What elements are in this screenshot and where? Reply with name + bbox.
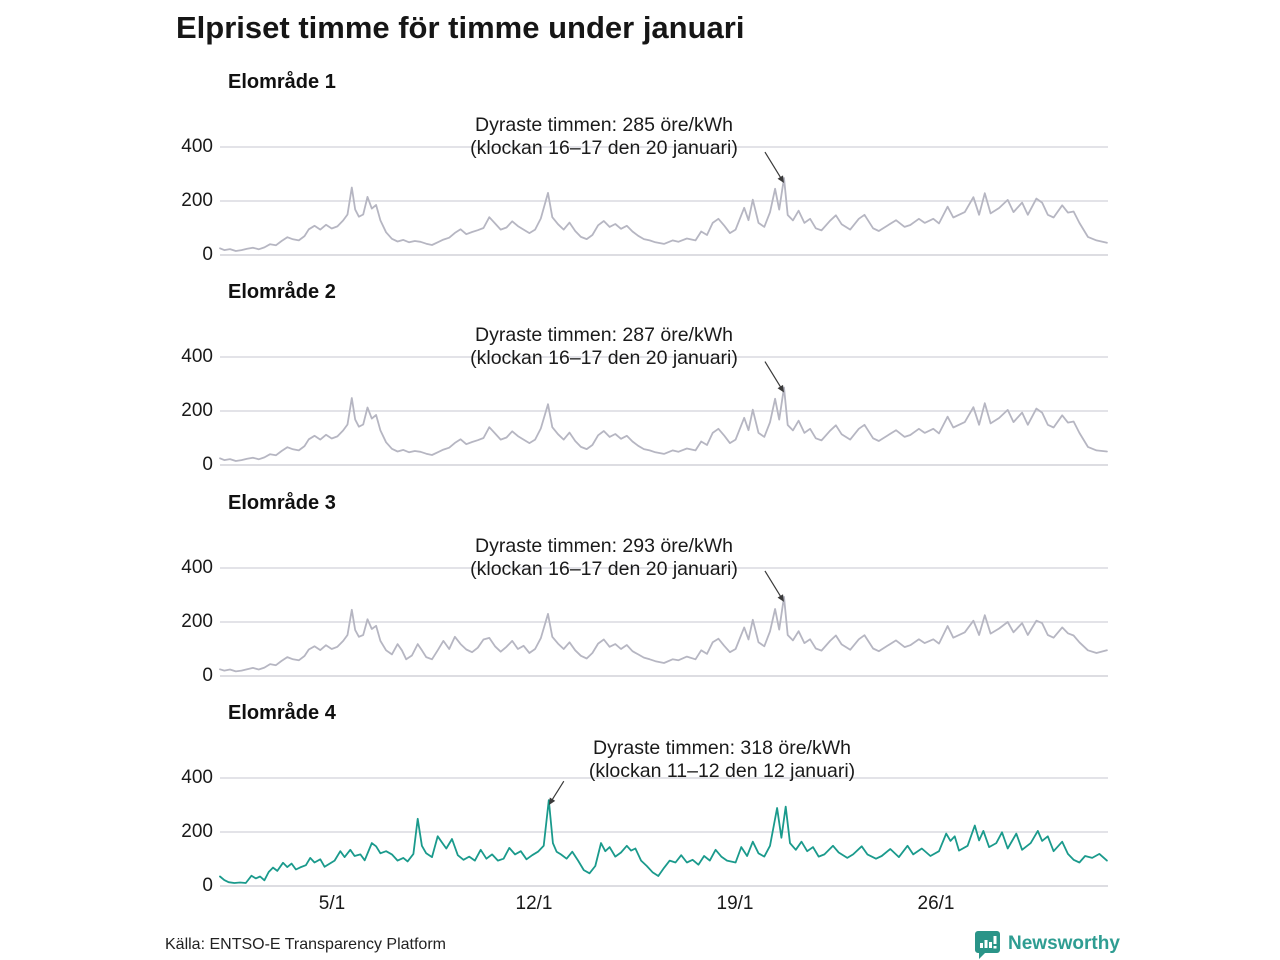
annotation-line-1: Dyraste timmen: 285 öre/kWh [475,114,733,136]
annotation [470,114,738,160]
page-title: Elpriset timme för timme under januari [176,10,745,45]
annotation-arrow-line [765,362,782,390]
annotation-line-2: (klockan 16–17 den 20 januari) [470,137,738,159]
annotation-arrow-head [549,798,555,806]
annotation-line-1: Dyraste timmen: 287 öre/kWh [475,324,733,346]
y-tick-label: 0 [202,875,213,896]
annotation-arrow-head [778,175,784,183]
subplot-elomrade-4 [0,701,1280,960]
newsworthy-logo-icon [974,930,1001,959]
annotation [470,324,738,370]
annotation-arrow-head [778,385,784,393]
y-tick-label: 200 [181,400,213,421]
annotation-line-2: (klockan 16–17 den 20 januari) [470,347,738,369]
x-tick-label: 12/1 [515,893,553,914]
price-line [220,800,1107,883]
line-chart-svg-4 [217,766,1109,894]
annotation-arrow-line [765,571,782,599]
y-tick-label: 0 [202,665,213,686]
subplot-title: Elområde 4 [228,702,336,724]
subplot-title: Elområde 1 [228,71,336,93]
y-tick-label: 200 [181,821,213,842]
y-tick-label: 200 [181,190,213,211]
y-tick-label: 0 [202,454,213,475]
subplot-title: Elområde 2 [228,281,336,303]
price-line [220,388,1107,462]
annotation-line-2: (klockan 16–17 den 20 januari) [470,558,738,580]
x-tick-label: 26/1 [917,893,955,914]
y-tick-label: 0 [202,244,213,265]
source-attribution: Källa: ENTSO-E Transparency Platform [165,936,446,953]
annotation-line-1: Dyraste timmen: 318 öre/kWh [593,737,851,759]
y-tick-label: 400 [181,136,213,157]
y-tick-label: 400 [181,557,213,578]
annotation-line-1: Dyraste timmen: 293 öre/kWh [475,535,733,557]
price-line [220,597,1107,672]
newsworthy-logo [974,929,1120,959]
annotation [589,737,855,783]
annotation-arrow-head [778,594,784,602]
subplot-elomrade-3 [0,491,1280,701]
subplot-title: Elområde 3 [228,492,336,514]
x-tick-label: 19/1 [716,893,754,914]
y-tick-label: 200 [181,611,213,632]
x-tick-label: 5/1 [318,893,346,914]
subplot-elomrade-2 [0,280,1280,491]
y-tick-label: 400 [181,767,213,788]
y-tick-label: 400 [181,346,213,367]
annotation [470,535,738,581]
annotation-arrow-line [765,152,782,180]
annotation-line-2: (klockan 11–12 den 12 januari) [588,760,856,782]
subplot-elomrade-1 [0,70,1280,280]
price-line [220,178,1107,251]
newsworthy-logo-text: Newsworthy [1008,933,1120,954]
